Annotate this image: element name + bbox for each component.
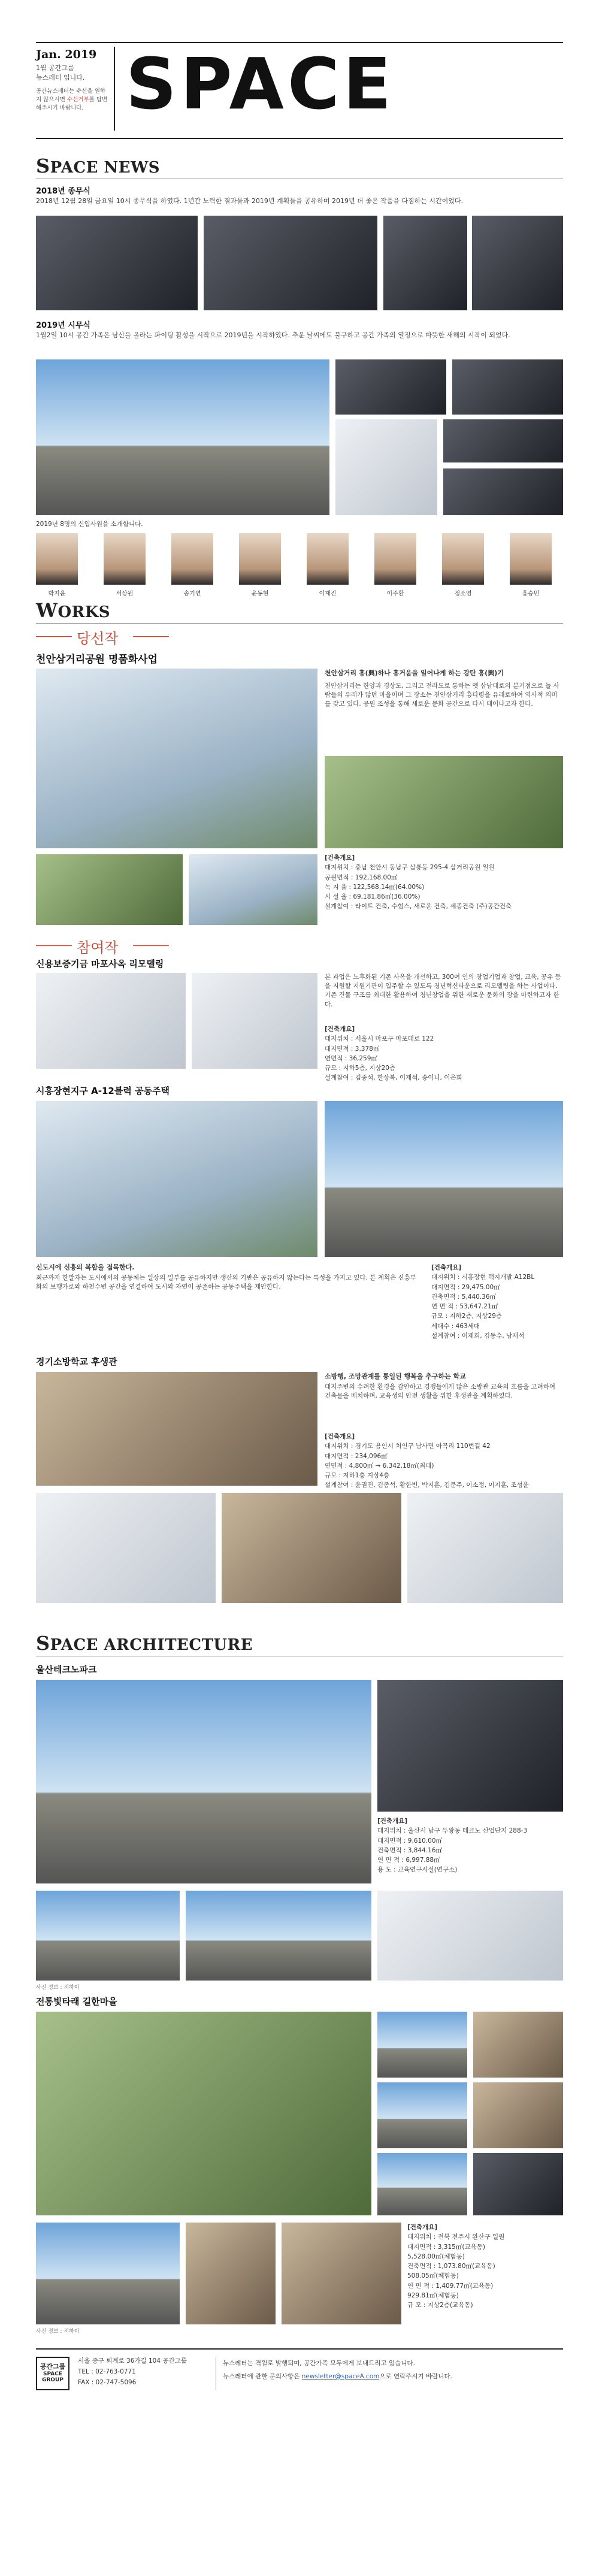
staff-card [374,533,416,597]
architecture-1-side-photo [377,1680,563,1812]
summary-line: 대지위치 : 경기도 용인시 처인구 남사면 아곡리 110번길 42 [325,1443,491,1450]
footer-line-2: 뉴스레터에 관한 문의사항은 newsletter@spaceA.com으로 연락주시기 바랍니다. [223,2373,452,2380]
logo-sub-1: SPACE [43,2371,62,2377]
closing-photo-4 [472,216,563,310]
project-1-title: 천안삼거리공원 명품화사업 [36,654,158,666]
architecture-2-photo-5 [377,2153,467,2215]
summary-line: 대지면적 : 234,096㎡ [325,1452,388,1460]
unsubscribe-link[interactable]: 수신거부 [66,96,89,103]
winner-tag: 당선작 [77,630,119,647]
summary-line: 대지면적 : 3,378㎡ [325,1045,380,1053]
summary-line: 대지면적 : 3,315㎡(교육동) [407,2243,485,2251]
space-news-title: SPACE NEWS [36,155,161,177]
project-2-summary [325,1024,563,1083]
project-1-desc: 천안삼거리는 한양과 경상도, 그리고 전라도로 통하는 옛 삼남대로의 분기점으로 늘 사람들의 유래가 많던 마을이며 그 장소는 천안삼거리 흥타령을 유래로하여 역사적 의미를 갖고 있다. 공원 조성을 통해 새로운 문화 공간으로 다시 태어나고자 한다. [325,682,559,708]
project-3-summary [431,1263,563,1341]
opening-ceremony-title: 2019년 시무식 [36,321,90,330]
project-4-summary [325,1432,563,1490]
summary-line: 929.81㎡(체험동) [407,2291,459,2299]
project-4-quote: 소방행, 조망관계를 통일된 행복을 추구하는 학교 [325,1372,466,1380]
project-1-summary [325,853,563,912]
staff-photo [36,533,78,585]
project-3-render-side [325,1101,563,1257]
summary-line: 설계참여 : 윤권진, 김종석, 황한빈, 박지훈, 김문주, 이소정, 이지훈, 조성윤 [325,1481,529,1489]
closing-photo-3 [383,216,467,310]
header-divider [114,47,115,131]
closing-photo-2 [204,216,377,310]
summary-line: 508.05㎡(체험동) [407,2272,459,2280]
summary-heading: [건축개요] [377,1818,408,1825]
architecture-2-photo-3 [377,2082,467,2148]
project-3-title: 시흥장현지구 A-12블럭 공동주택 [36,1086,170,1096]
staff-name: 이주환 [386,591,404,597]
project-4-desc: 대지주변의 수려한 환경을 감안하고 경쟁들에게 많은 소방관 교육의 흐름을 고려하여 건축물을 배치하며, 교육생의 안전 생활을 위한 후생관을 계획하였다. [325,1383,556,1400]
architecture-2-photo-credit: 사진 정보 : 지하이 [36,2329,80,2335]
staff-name: 윤동현 [251,591,269,597]
logo-sub-2: GROUP [42,2377,63,2383]
architecture-2-photo-6 [473,2153,563,2215]
summary-line: 대지위치 : 전북 전주시 완산구 일원 [407,2233,505,2241]
summary-line: 설계참여 : 라이트 건축, 수협스, 새로운 건축, 세종건축 (주)공간건축 [325,903,512,911]
summary-line: 대지면적 : 9,610.00㎡ [377,1837,443,1845]
newsletter-email-link[interactable]: newsletter@spaceA.com [301,2373,380,2380]
staff-card [36,533,78,597]
opening-photo-3 [452,359,563,415]
architecture-1-photo-c [377,1891,563,1981]
closing-photo-1 [36,216,198,310]
summary-line: 시 설 율 : 69,181.86㎡(36.00%) [325,893,420,901]
summary-line: 연 면 적 : 53,647.21㎡ [431,1303,498,1311]
summary-heading: [건축개요] [431,1264,462,1271]
project-4-drawing-3 [407,1493,563,1603]
tag-line-right [133,636,169,637]
summary-line: 용 도 : 교육연구시설(연구소) [377,1866,458,1874]
architecture-2-photo-1 [377,2012,467,2078]
tag-line-right [133,945,169,946]
staff-name: 서상원 [116,591,134,597]
staff-photo [374,533,416,585]
architecture-1-photo-credit: 사진 정보 : 지하이 [36,1985,80,1991]
space-architecture-title: SPACE ARCHITECTURE [36,1632,253,1655]
project-4-drawing-2 [222,1493,401,1603]
summary-line: 규모 : 지하2층, 지상29층 [431,1313,503,1320]
newsletter-page [36,0,563,2576]
staff-photo [510,533,552,585]
project-2-plan [36,973,186,1069]
staff-name: 박지윤 [48,591,66,597]
unsubscribe-note: 공간뉴스레터는 수신을 원하지 않으시면 수신거부를 답변 해주시기 바랍니다. [36,88,108,111]
architecture-1-photo-a [36,1891,180,1981]
architecture-2-photo-7 [36,2223,180,2324]
opening-photo-6 [443,468,563,515]
project-1-aerial [325,756,563,848]
project-1-photo-a [36,854,183,925]
opening-photo-4 [335,419,437,515]
staff-photo [104,533,146,585]
project-2-desc: 본 과업은 노후화된 기존 사옥을 개선하고, 300여 인의 창업기업과 창업, 교육, 공유 등을 지원할 지원기관이 입주할 수 있도록 청년혁신타운으로 리모델링을 하는 사업이다. 기존 건물 구조를 최대한 활용하여 청년창업을 위한 새로운 문화의 장을 마련하고자 한다. [325,973,561,1008]
project-3-quote: 신도시에 신흥의 복합을 접목한다. [36,1263,135,1271]
tag-line-left [36,636,72,637]
staff-card [307,533,349,597]
new-staff-caption: 2019년 8명의 신입사원을 소개합니다. [36,521,143,528]
staff-card [510,533,552,597]
staff-photo [171,533,213,585]
footer-rule [36,2348,563,2350]
newsletter-title: SPACE [126,43,395,125]
summary-line: 건축면적 : 5,440.36㎡ [431,1293,497,1301]
intro-line-2: 뉴스레터 입니다. [36,74,85,81]
architecture-1-title: 울산테크노파크 [36,1664,97,1675]
architecture-1-summary [377,1816,563,1875]
staff-card [442,533,484,597]
summary-line: 건축면적 : 3,844.16㎡ [377,1846,443,1854]
summary-line: 대지위치 : 시흥장현 택지개발 A12BL [431,1274,535,1281]
intro-line-1: 1월 공간그룹 [36,64,74,72]
staff-name: 홍승민 [522,591,540,597]
header-bottom-rule [36,138,563,139]
staff-photo [239,533,281,585]
summary-line: 연 면 적 : 6,997.88㎡ [377,1857,440,1864]
summary-line: 건축면적 : 1,073.80㎡(교육동) [407,2263,495,2270]
summary-line: 세대수 : 463세대 [431,1322,480,1330]
footer-address: 서울 종구 퇴계로 36가길 104 공간그룹 [78,2357,187,2365]
summary-line: 대지면적 : 29,475.00㎡ [431,1283,500,1291]
architecture-2-title: 전통빛타래 길한마을 [36,1996,117,2007]
opening-ceremony-text: 1월2일 10시 공간 가족은 남산을 올라는 파이팅 활성을 시작으로 2019년을 시작하였다. 추운 날씨에도 불구하고 공간 가족의 열정으로 따뜻한 새해의 시작이 되었다. [36,331,510,339]
project-1-plan-render [36,669,317,848]
tag-line-left [36,945,72,946]
summary-line: 대지위치 : 서울시 마포구 마포대로 122 [325,1035,434,1043]
summary-line: 규 모 : 지상2층(교육동) [407,2302,473,2309]
project-4-drawing-1 [36,1493,216,1603]
issue-date: Jan. 2019 [36,48,97,61]
summary-heading: [건축개요] [325,1026,355,1033]
staff-card [239,533,281,597]
footer-tel: TEL : 02-763-0771 [78,2368,136,2375]
opening-photo-5 [443,419,563,462]
architecture-1-photo-b [186,1891,371,1981]
staff-name: 이재진 [319,591,337,597]
project-1-quote: 천안삼거리 흥(興)하나 흥거움을 일어나게 하는 강탄 흥(興)기 [325,669,504,677]
summary-line: 설계참여 : 김종석, 한상복, 이재석, 송이니, 이은희 [325,1074,462,1082]
entry-tag: 참여작 [77,939,119,956]
architecture-2-photo-8 [186,2223,276,2324]
summary-line: 5,528.00㎡(체험동) [407,2253,465,2260]
project-2-title: 신용보증기금 마포사옥 리모델링 [36,959,164,969]
project-4-render-main [36,1372,317,1486]
closing-ceremony-title: 2018년 종무식 [36,187,90,196]
opening-group-photo [36,359,329,515]
logo-text: 공간그룹 [40,2363,66,2371]
architecture-2-photo-9 [282,2223,401,2324]
project-4-title: 경기소방학교 후생관 [36,1356,117,1367]
project-3-desc: 최근까지 한발자는 도시에서의 공동체는 일상의 일부를 공유하지만 생산의 기반은 공유하지 않는다는 특성을 가지고 있다. 본 계획은 신흥부화의 보행가로와 하천수변 공간을 연결하여 도시와 자연이 공존하는 공동주택을 제안한다. [36,1274,416,1291]
architecture-1-main-photo [36,1680,371,1883]
staff-card [171,533,213,597]
closing-ceremony-text: 2018년 12월 28일 금요일 10시 종무식을 하였다. 1년간 노력한 결과물과 2019년 계획들을 공유하며 2019년 더 좋은 작품을 다짐하는 시간이었다. [36,197,463,205]
architecture-2-photo-4 [473,2082,563,2148]
space-group-logo [36,2357,69,2390]
staff-photo [307,533,349,585]
staff-photo [442,533,484,585]
summary-line: 대지위치 : 울산시 남구 두왕동 테크노 산업단지 288-3 [377,1827,528,1835]
project-1-photo-b [189,854,317,925]
summary-line: 녹 지 율 : 122,568.14㎡(64.00%) [325,883,425,891]
summary-line: 공원면적 : 192,168.00㎡ [325,873,398,881]
summary-line: 연면적 : 4,800㎡ → 6,342.18㎡(최대) [325,1462,434,1470]
architecture-2-aerial-photo [36,2012,371,2215]
footer-line-1: 뉴스레터는 격월로 발행되며, 공간가족 모두에게 보내드리고 있습니다. [223,2360,415,2367]
project-3-render-main [36,1101,317,1257]
works-rule [36,623,563,624]
summary-heading: [건축개요] [407,2224,438,2231]
summary-line: 규모 : 지하1층 지상4층 [325,1472,390,1480]
staff-card [104,533,146,597]
summary-heading: [건축개요] [325,1433,355,1440]
opening-photo-2 [335,359,446,415]
summary-line: 연 면 적 : 1,409.77㎡(교육동) [407,2282,494,2290]
staff-name: 송기연 [183,591,201,597]
summary-line: 설계참여 : 이재희, 김동수, 남재석 [431,1332,525,1340]
project-2-render [192,973,317,1069]
summary-line: 연면적 : 36,259㎡ [325,1054,377,1062]
staff-name: 정소영 [454,591,472,597]
summary-line: 규모 : 지하5층, 지상20층 [325,1065,396,1072]
architecture-2-summary [407,2223,563,2310]
summary-line: 대지위치 : 충남 천안시 동남구 삼룡동 295-4 삼거리공원 일원 [325,864,495,872]
footer-fax: FAX : 02-747-5096 [78,2379,137,2386]
architecture-2-photo-2 [473,2012,563,2078]
summary-heading: [건축개요] [325,854,355,861]
works-title: WORKS [36,599,111,622]
